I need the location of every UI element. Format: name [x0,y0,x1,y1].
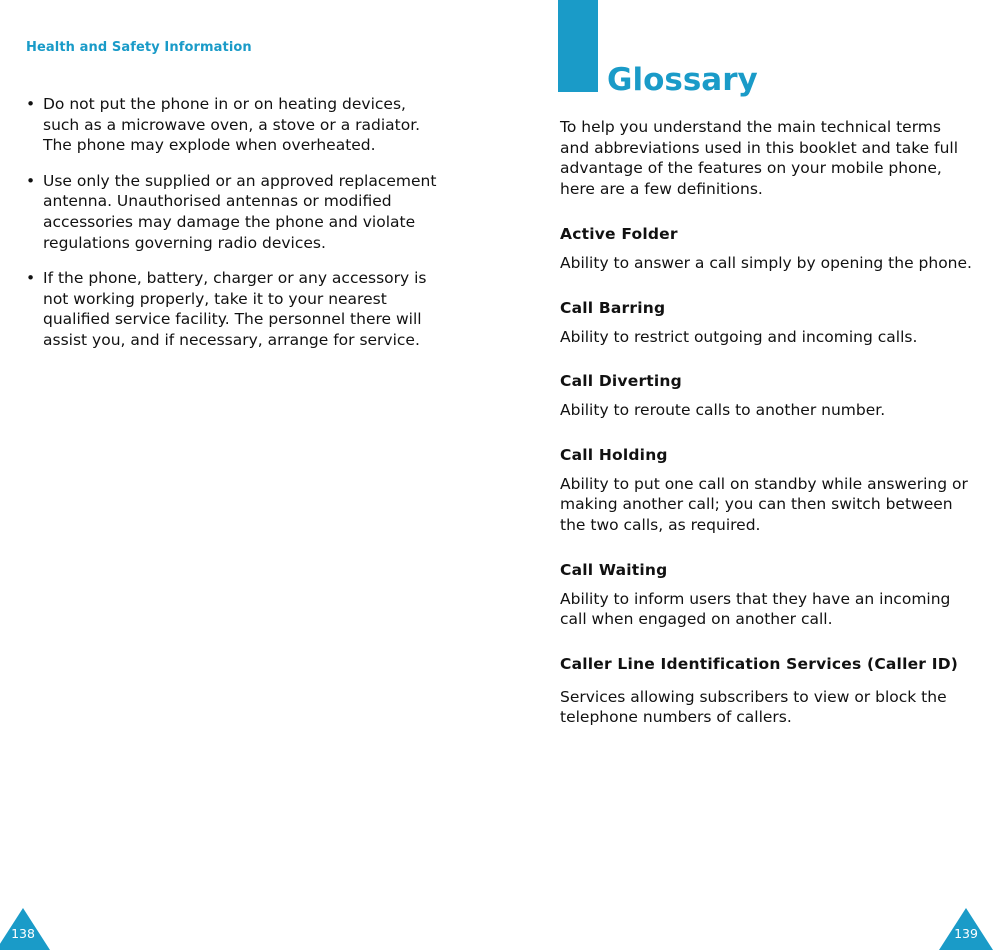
glossary-definition: Services allowing subscribers to view or block the telephone numbers of callers. [560,687,947,727]
glossary-definition: Ability to answer a call simply by opening the phone. [560,254,972,272]
glossary-definition: Ability to restrict outgoing and incoming calls. [560,327,918,346]
intro-paragraph: To help you understand the main technical terms and abbreviations used in this booklet and take full advantage of the features on your mobile phone, here are a few definitions. [560,118,959,198]
bullet-icon: • [26,95,36,113]
glossary-entry [560,654,980,728]
glossary-entry [560,224,980,274]
right-page [499,0,998,948]
glossary-term: Active Folder [560,225,678,243]
glossary-list [560,224,980,752]
list-item [26,171,438,253]
glossary-entry [560,371,980,421]
list-item [26,94,438,156]
glossary-definition: Ability to reroute calls to another number. [560,401,886,420]
bullet-text: If the phone, battery, charger or any accessory is not working properly, take it to your nearest qualified service facility. The personnel there will assist you, and if necessary, arrange for service. [43,269,427,349]
page-number: 139 [954,926,978,941]
page-number-tab [939,908,993,950]
bullet-text: Do not put the phone in or on heating devices, such as a microwave oven, a stove or a radiator. The phone may explode when overheated. [43,95,421,155]
left-page [0,0,499,948]
glossary-term: Call Barring [560,298,666,317]
glossary-entry [560,445,980,536]
title-accent-block [558,0,598,92]
glossary-term: Call Diverting [560,372,682,391]
glossary-term: Call Holding [560,445,668,464]
glossary-term: Call Waiting [560,560,668,579]
glossary-definition: Ability to inform users that they have an incoming call when engaged on another call. [560,589,951,629]
glossary-entry [560,560,980,630]
bullet-text: Use only the supplied or an approved replacement antenna. Unauthorised antennas or modified accessories may damage the phone and violate regulations governing radio devices. [43,171,437,252]
glossary-entry [560,298,980,348]
page-number-tab [0,908,50,950]
glossary-term: Caller Line Identification Services (Caller ID) [560,654,959,673]
list-item [26,268,438,350]
bullet-icon: • [26,269,36,288]
bullet-icon: • [26,171,36,190]
page-title: Glossary [607,62,758,98]
running-header: Health and Safety Information [26,40,252,55]
bullet-list [26,94,438,366]
glossary-definition: Ability to put one call on standby while answering or making another call; you can then switch between the two calls, as required. [560,474,968,534]
page-number: 138 [11,926,35,941]
